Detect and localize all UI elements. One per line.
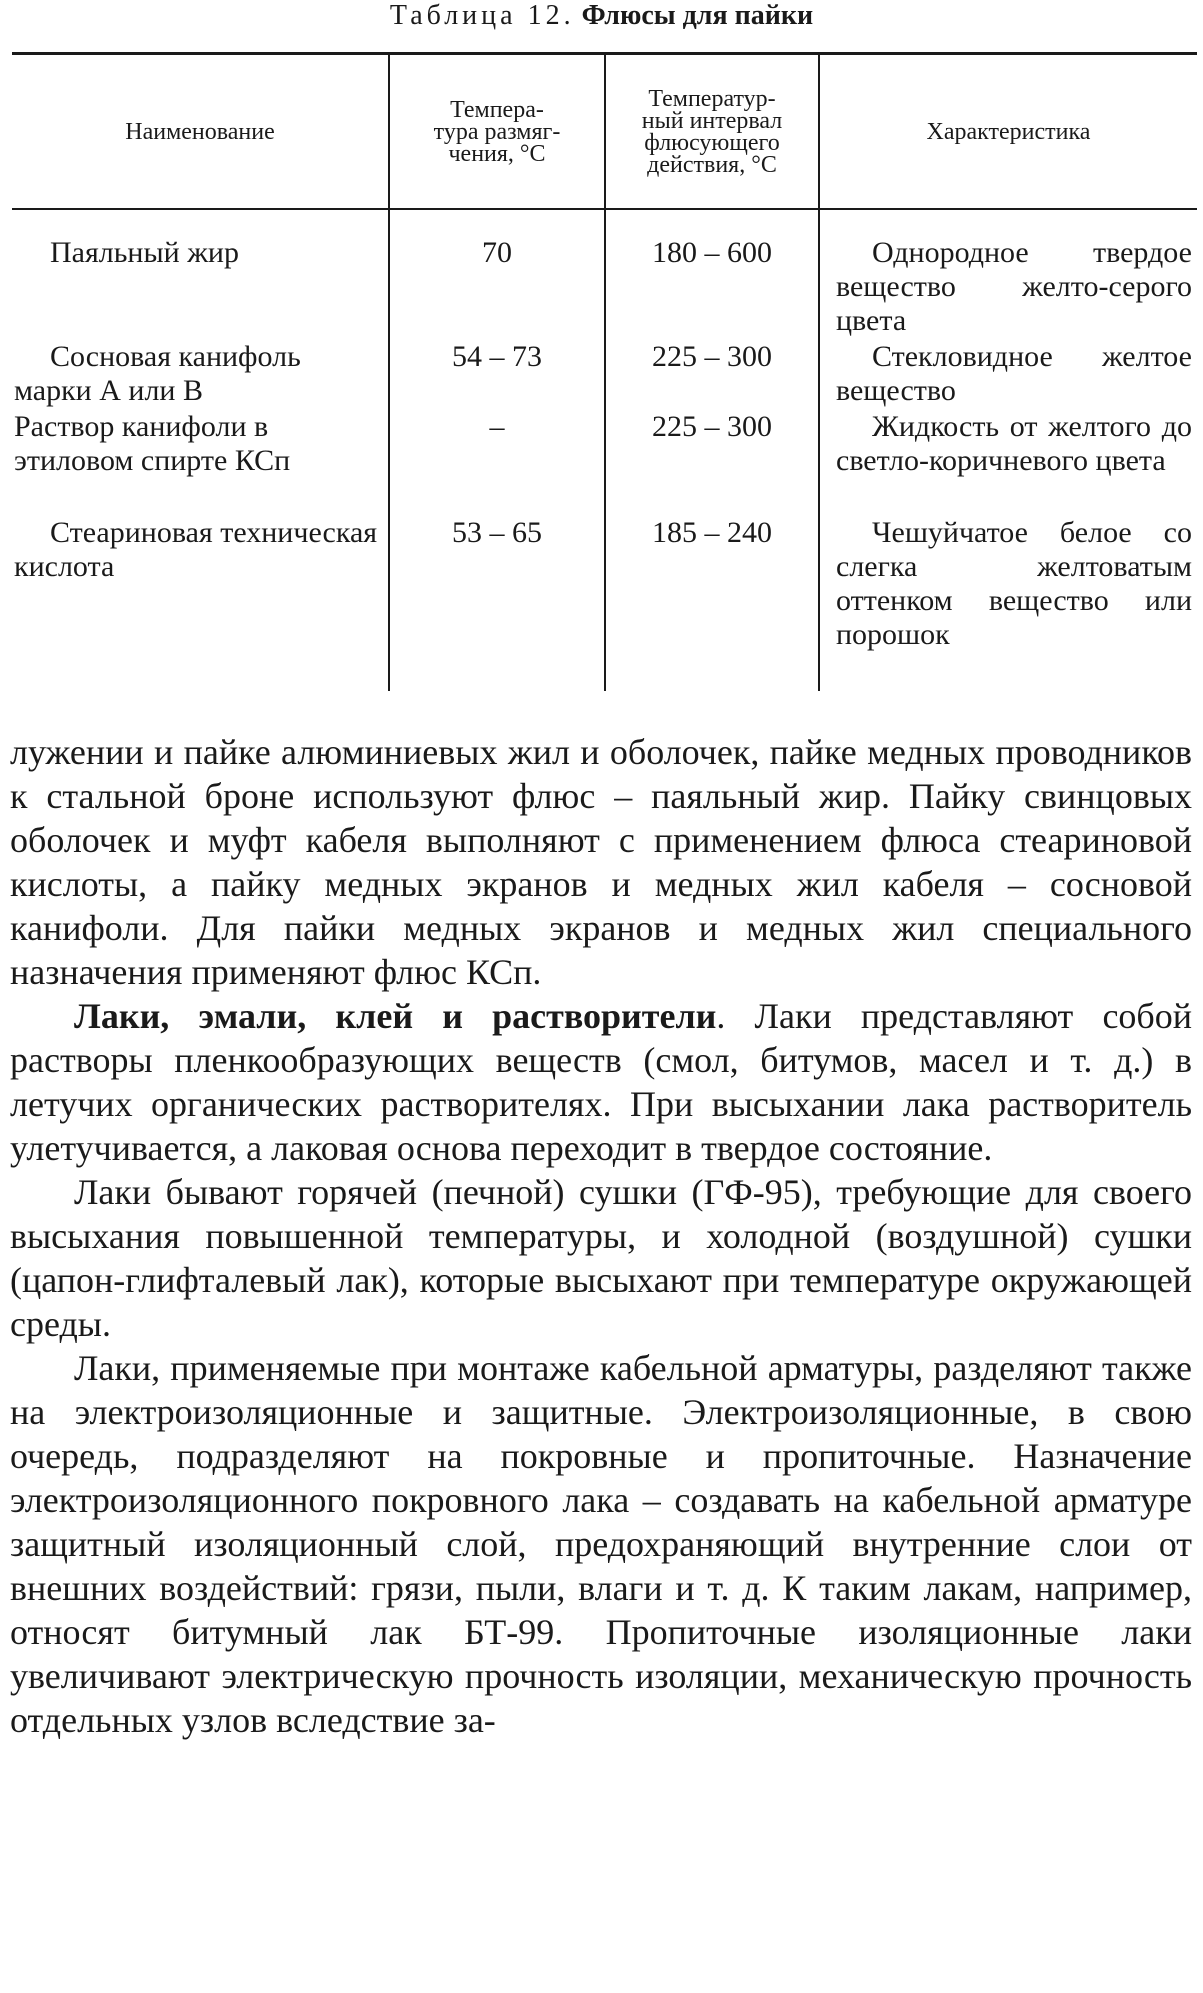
paragraph: [10, 994, 1192, 1170]
header-line: чения, °С: [448, 140, 546, 167]
header-line: Темпера-: [450, 96, 544, 123]
table-cell-characteristic: Чешуйчатое белое со слегка желтоватым оттенком вещество или порошок: [836, 516, 1192, 651]
table-cell-name: Сосновая канифоль марки А или В: [14, 340, 301, 407]
header-line: флюсующего: [644, 129, 780, 156]
table-cell-softening-temp: 70: [482, 236, 512, 269]
table-cell-characteristic: Жидкость от желтого до светло-коричневого цвета: [836, 410, 1192, 477]
table-cell-softening-temp: 54 – 73: [452, 340, 542, 373]
table-cell-flux-interval: 225 – 300: [652, 340, 772, 373]
column-header-characteristic-text: Характеристика: [926, 118, 1091, 145]
table-cell-name: Раствор канифоли в этиловом спирте КСп: [14, 410, 291, 477]
column-header-softening-temp: [390, 55, 604, 208]
header-line: действия, °С: [647, 151, 777, 178]
body-text: [10, 730, 1192, 1742]
paragraph: Лаки бывают горячей (печной) сушки (ГФ-95), требующие для своего высыхания повышенной температуры, и холодной (воздушной) сушки (цапон-глифталевый лак), которые высыхают при температуре окружающей среды.: [10, 1172, 1192, 1344]
table-cell-softening-temp: 53 – 65: [452, 516, 542, 549]
table-cell-flux-interval: 180 – 600: [652, 236, 772, 269]
table-cell-flux-interval: 225 – 300: [652, 410, 772, 443]
table-cell-name: Паяльный жир: [50, 236, 239, 269]
paragraph: лужении и пайке алюминиевых жил и оболочек, пайке медных проводников к стальной броне используют флюс – паяльный жир. Пайку свинцовых оболочек и муфт кабеля выполняют с применением флюса стеариновой кислоты, а пайку медных экранов и медных жил кабеля – сосновой канифоли. Для пайки медных экранов и медных жил специального назначения применяют флюс КСп.: [10, 732, 1192, 992]
table-cell-characteristic: Однородное твердое вещество желто-серого цвета: [836, 236, 1192, 337]
table-cell-flux-interval: 185 – 240: [652, 516, 772, 549]
table-cell-softening-temp: –: [489, 410, 505, 443]
header-line: ный интервал: [641, 107, 783, 134]
section-heading: Лаки, эмали, клей и растворители: [74, 996, 717, 1036]
column-header-flux-interval: [606, 55, 818, 208]
paragraph: Лаки, применяемые при монтаже кабельной арматуры, разделяют также на электроизоляционные и защитные. Электроизоляционные, в свою очередь, подразделяют на покровные и пропиточные. Назначение электроизоляционного покровного лака – создавать на кабельной арматуре защитный изоляционный слой, предохраняющий внутренние слои от внешних воздействий: грязи, пыли, влаги и т. д. К таким лакам, например, относят битумный лак БТ-99. Пропиточные изоляционные лаки увеличивают электрическую прочность изоляции, механическую прочность отдельных узлов вследствие за-: [10, 1348, 1192, 1740]
table-caption-title: Флюсы для пайки: [581, 0, 814, 31]
column-header-characteristic: [820, 55, 1197, 208]
table-cell-characteristic: Стекловидное желтое вещество: [836, 340, 1192, 407]
paragraph-text: . Лаки представляют собой растворы пленкообразующих веществ (смол, битумов, масел и т. д.) в летучих органических растворителях. При высыхании лака растворитель улетучивается, а лаковая основа переходит в твердое состояние.: [10, 996, 1193, 1168]
table-caption: [0, 0, 1203, 34]
table-cell-name: Стеариновая техническая кислота: [14, 516, 378, 583]
column-header-name: [12, 55, 388, 208]
table-caption-label: Таблица 12.: [389, 0, 575, 31]
header-line: тура размяг-: [433, 118, 561, 145]
header-line: Температур-: [648, 85, 776, 112]
column-header-name-text: Наименование: [125, 118, 275, 145]
